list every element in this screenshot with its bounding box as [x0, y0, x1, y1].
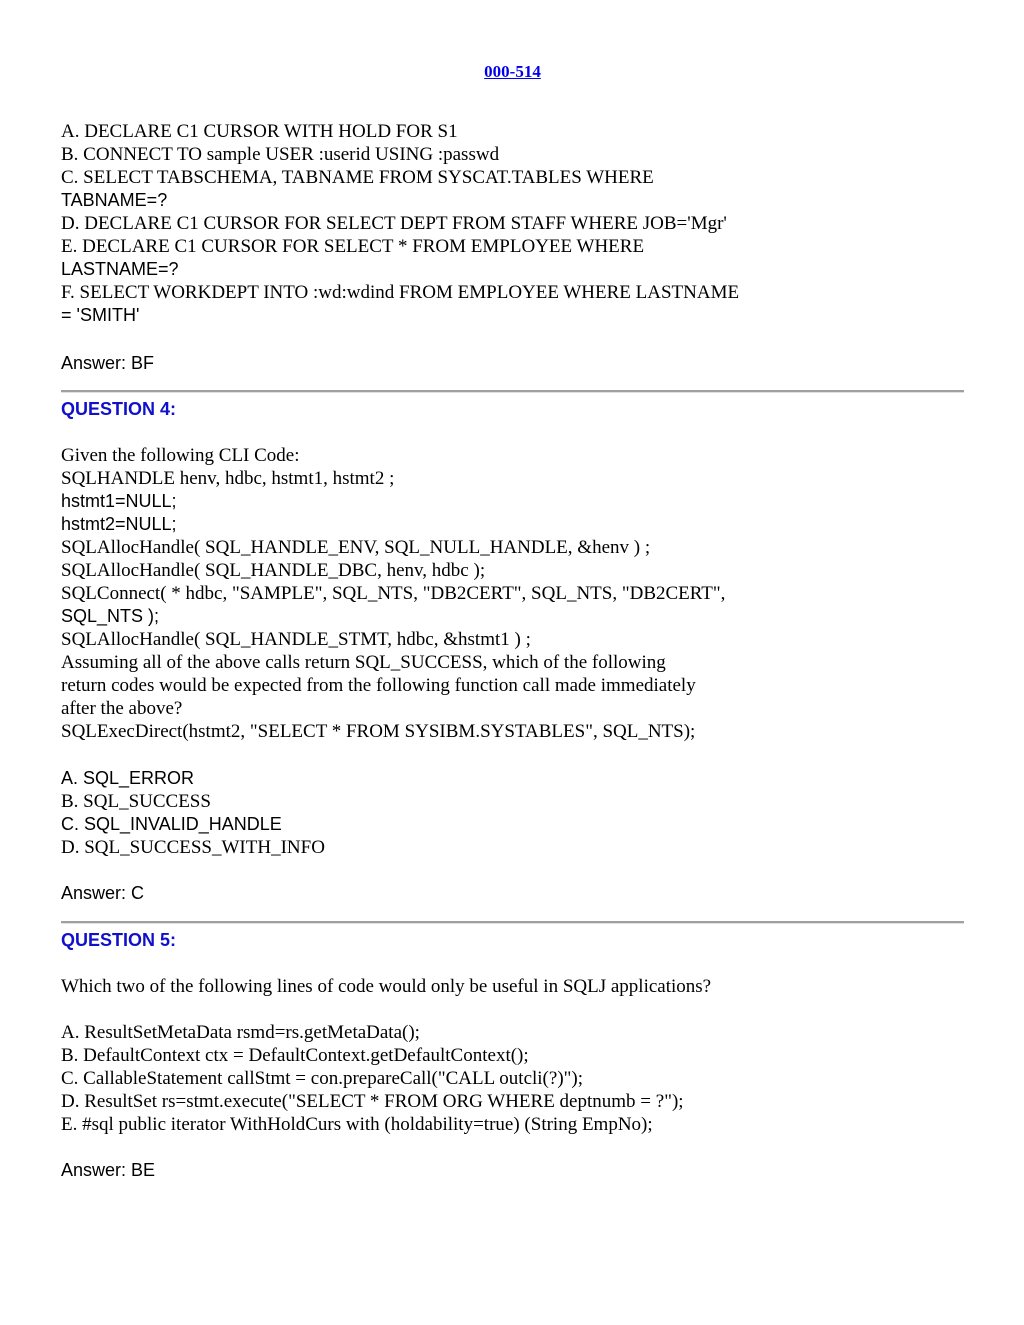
q3-option-e-cont: LASTNAME=? [61, 259, 179, 279]
q3-answer: Answer: BF [61, 353, 155, 373]
q5-heading-block [61, 928, 964, 952]
q5-option-a: A. ResultSetMetaData rsmd=rs.getMetaData(); [61, 1022, 420, 1043]
q4-option-d: D. SQL_SUCCESS_WITH_INFO [61, 837, 325, 858]
q3-option-f-cont: = 'SMITH' [61, 305, 140, 325]
q3-option-e: E. DECLARE C1 CURSOR FOR SELECT * FROM EMPLOYEE WHERE [61, 236, 645, 257]
q4-line-11: return codes would be expected from the following function call made immediately [61, 675, 696, 696]
q4-line-1: Given the following CLI Code: [61, 445, 300, 466]
q4-line-2: SQLHANDLE henv, hdbc, hstmt1, hstmt2 ; [61, 468, 395, 489]
divider-1 [61, 390, 964, 393]
q4-option-c: C. SQL_INVALID_HANDLE [61, 814, 282, 834]
q4-line-3: hstmt1=NULL; [61, 491, 177, 511]
q4-line-8: SQL_NTS ); [61, 606, 160, 626]
q4-line-9: SQLAllocHandle( SQL_HANDLE_STMT, hdbc, &hstmt1 ) ; [61, 629, 531, 650]
exam-code-link[interactable]: 000-514 [484, 62, 541, 81]
q3-option-d: D. DECLARE C1 CURSOR FOR SELECT DEPT FROM STAFF WHERE JOB='Mgr' [61, 213, 727, 234]
q5-option-b: B. DefaultContext ctx = DefaultContext.getDefaultContext(); [61, 1045, 529, 1066]
q5-heading: QUESTION 5: [61, 930, 177, 950]
q5-answer: Answer: BE [61, 1160, 156, 1180]
q5-option-d: D. ResultSet rs=stmt.execute("SELECT * FROM ORG WHERE deptnumb = ?"); [61, 1091, 684, 1112]
q4-line-10: Assuming all of the above calls return SQL_SUCCESS, which of the following [61, 652, 666, 673]
q3-answer-block [61, 352, 964, 375]
q3-option-c: C. SELECT TABSCHEMA, TABNAME FROM SYSCAT.TABLES WHERE [61, 167, 654, 188]
q3-option-f: F. SELECT WORKDEPT INTO :wd:wdind FROM EMPLOYEE WHERE LASTNAME [61, 282, 740, 303]
q5-option-e: E. #sql public iterator WithHoldCurs with (holdability=true) (String EmpNo); [61, 1114, 653, 1135]
q3-option-b: B. CONNECT TO sample USER :userid USING :passwd [61, 144, 500, 165]
q4-option-b: B. SQL_SUCCESS [61, 791, 211, 812]
q3-options [61, 120, 964, 327]
q4-body [61, 444, 964, 743]
q5-question: Which two of the following lines of code would only be useful in SQLJ applications? [61, 976, 712, 997]
q3-option-c-cont: TABNAME=? [61, 190, 168, 210]
q4-line-13: SQLExecDirect(hstmt2, "SELECT * FROM SYSIBM.SYSTABLES", SQL_NTS); [61, 721, 696, 742]
q3-option-a: A. DECLARE C1 CURSOR WITH HOLD FOR S1 [61, 121, 458, 142]
q4-line-12: after the above? [61, 698, 183, 719]
q4-line-7: SQLConnect( * hdbc, "SAMPLE", SQL_NTS, "DB2CERT", SQL_NTS, "DB2CERT", [61, 583, 726, 604]
q4-line-6: SQLAllocHandle( SQL_HANDLE_DBC, henv, hdbc ); [61, 560, 486, 581]
q4-heading: QUESTION 4: [61, 399, 177, 419]
q4-answer-block [61, 882, 964, 905]
q4-option-a: A. SQL_ERROR [61, 768, 195, 788]
q4-heading-block [61, 397, 964, 421]
q5-options [61, 1021, 964, 1136]
q4-options [61, 767, 964, 859]
q5-answer-block [61, 1159, 964, 1182]
q4-line-4: hstmt2=NULL; [61, 514, 177, 534]
q5-question-block [61, 975, 964, 998]
q4-answer: Answer: C [61, 883, 145, 903]
q5-option-c: C. CallableStatement callStmt = con.prepareCall("CALL outcli(?)"); [61, 1068, 584, 1089]
q4-line-5: SQLAllocHandle( SQL_HANDLE_ENV, SQL_NULL_HANDLE, &henv ) ; [61, 537, 651, 558]
divider-2 [61, 921, 964, 924]
